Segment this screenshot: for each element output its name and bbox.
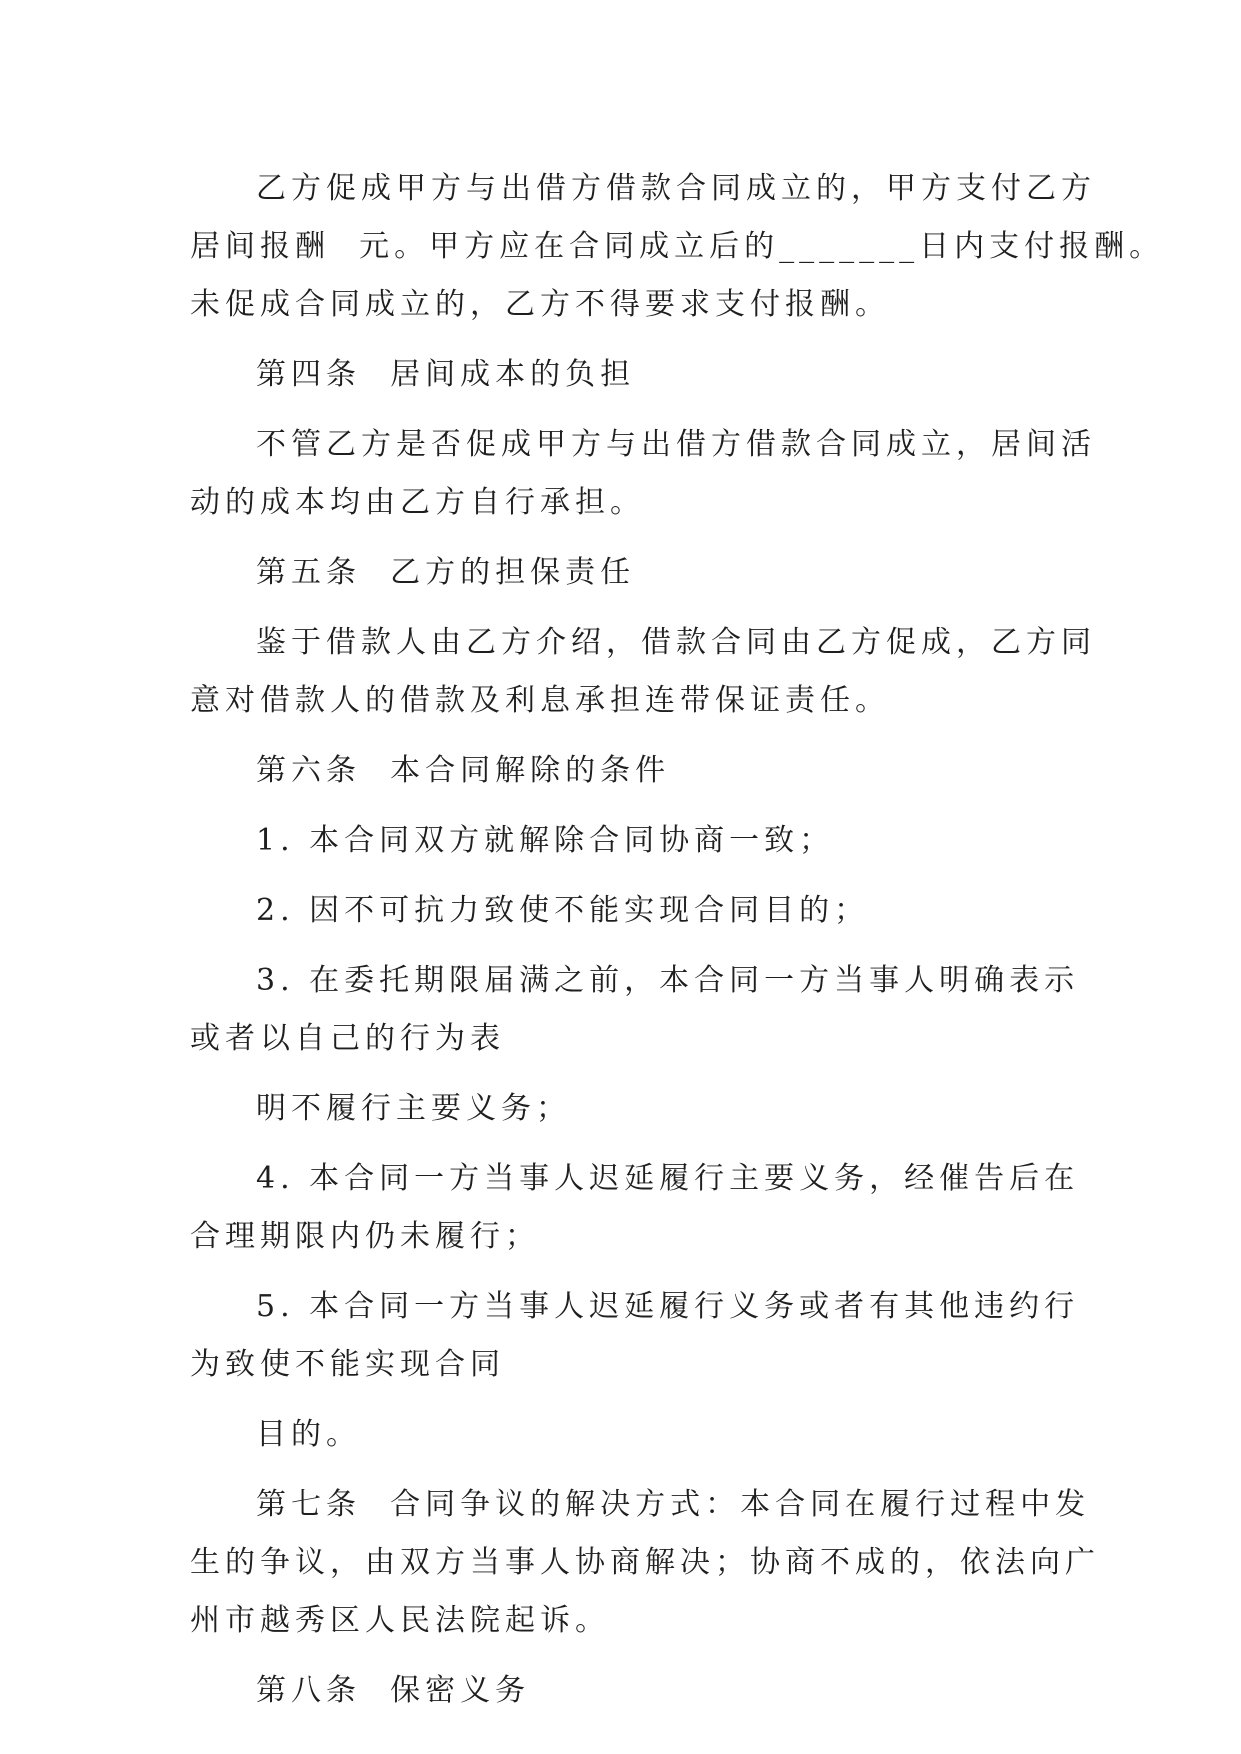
paragraph [190,812,1050,870]
paragraph [190,1406,1050,1464]
text-line: 第六条 本合同解除的条件 [256,753,671,788]
paragraph [190,882,1050,940]
text-line: 为致使不能实现合同 [190,1347,505,1382]
text-line: 第七条 合同争议的解决方式：本合同在履行过程中发 [256,1487,1091,1522]
text-line: 4. 本合同一方当事人迟延履行主要义务，经催告后在 [256,1161,1080,1196]
text-line: 明不履行主要义务； [256,1091,571,1126]
document-body [190,160,1165,1732]
paragraph [190,346,1050,404]
paragraph [190,1476,1100,1650]
text-line: 未促成合同成立的，乙方不得要求支付报酬。 [190,287,890,322]
paragraph [190,742,1050,800]
text-line: 2. 因不可抗力致使不能实现合同目的； [256,893,870,928]
text-line: 合理期限内仍未履行； [190,1219,540,1254]
text-line: 第四条 居间成本的负担 [256,357,636,392]
text-line: 乙方促成甲方与出借方借款合同成立的，甲方支付乙方 [256,171,1096,206]
text-line: 动的成本均由乙方自行承担。 [190,485,645,520]
paragraph [190,952,1080,1068]
text-line: 第五条 乙方的担保责任 [256,555,636,590]
paragraph [190,1080,1050,1138]
text-line: 1. 本合同双方就解除合同协商一致； [256,823,835,858]
paragraph [190,1662,1050,1720]
text-line: 3. 在委托期限届满之前，本合同一方当事人明确表示 [256,963,1080,998]
text-line: 不管乙方是否促成甲方与出借方借款合同成立，居间活 [256,427,1096,462]
text-line: 居间报酬 元。甲方应在合同成立后的_______日内支付报酬。 [190,229,1165,264]
paragraph [190,544,1050,602]
text-line: 第八条 保密义务 [256,1673,531,1708]
paragraph [190,1278,1080,1394]
text-line: 或者以自己的行为表 [190,1021,505,1056]
text-line: 5. 本合同一方当事人迟延履行义务或者有其他违约行 [256,1289,1080,1324]
paragraph [190,160,1165,334]
text-line: 州市越秀区人民法院起诉。 [190,1603,610,1638]
paragraph [190,614,1096,730]
text-line: 目的。 [256,1417,361,1452]
paragraph [190,1150,1080,1266]
text-line: 鉴于借款人由乙方介绍，借款合同由乙方促成，乙方同 [256,625,1096,660]
text-line: 意对借款人的借款及利息承担连带保证责任。 [190,683,890,718]
text-line: 生的争议，由双方当事人协商解决；协商不成的，依法向广 [190,1545,1100,1580]
paragraph [190,416,1096,532]
